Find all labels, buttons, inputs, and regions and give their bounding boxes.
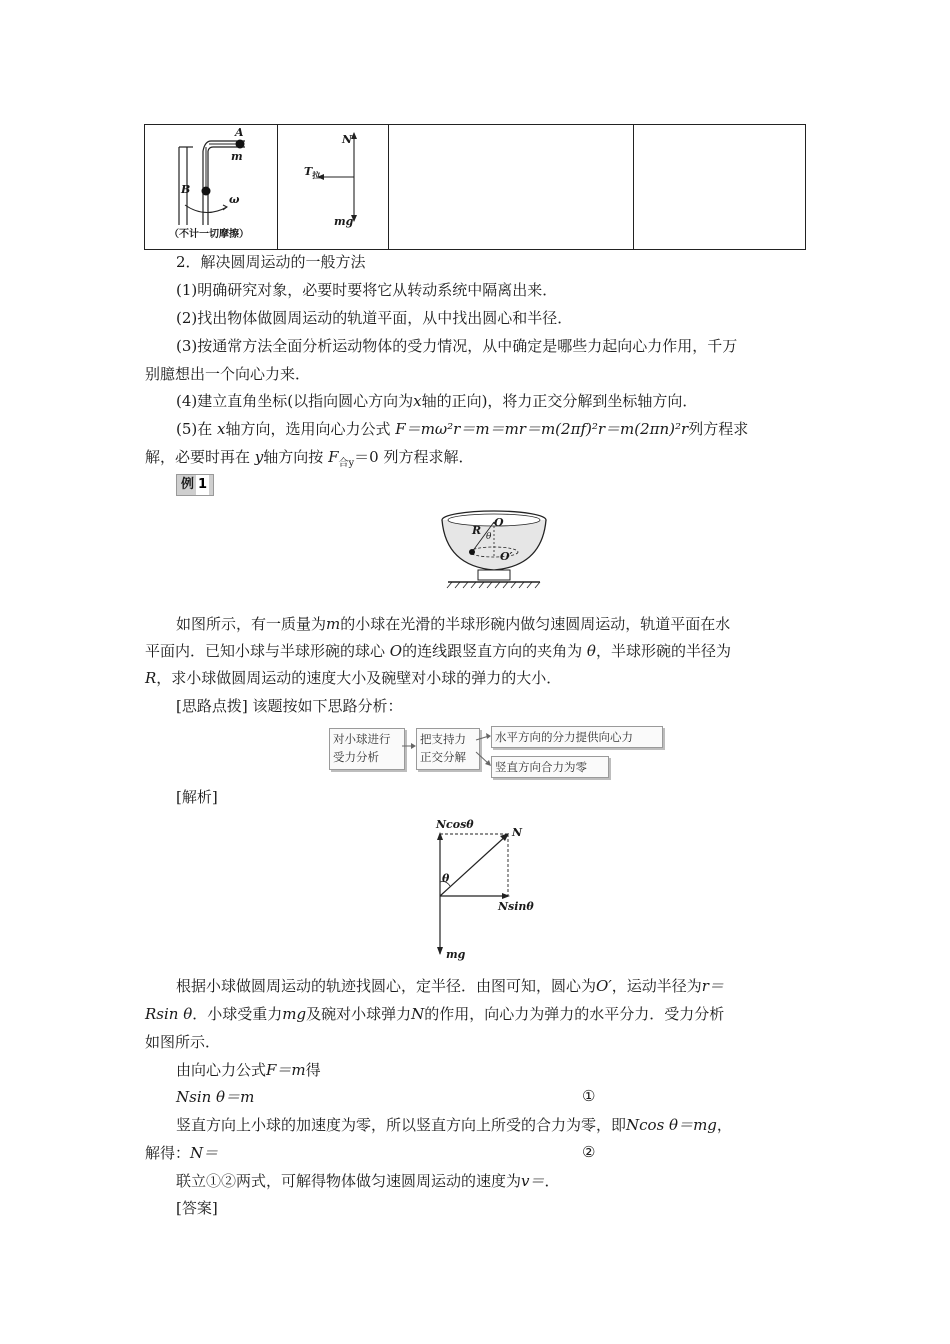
bowl-label-r: R (472, 524, 482, 537)
label-b: B (181, 183, 191, 196)
solution-line-3: 如图所示． (145, 1033, 221, 1051)
example-tag: 例 1 (176, 474, 214, 496)
solution-line-6: 竖直方向上小球的加速度为零，所以竖直方向上所受的合力为零，即Ncos θ＝mg， (176, 1116, 732, 1134)
solution-line-8: 联立①②两式，可解得物体做匀速圆周运动的速度为v＝． (176, 1172, 560, 1190)
step-3a: (3)按通常方法全面分析运动物体的受力情况，从中确定是哪些力起向心力作用，千万 (176, 337, 738, 355)
n-label: N (512, 826, 523, 839)
force-diagram-cell (278, 125, 389, 250)
bowl-label-theta: θ (486, 532, 492, 542)
force-n-label: N (342, 133, 353, 146)
mg-label: mg (446, 948, 466, 961)
force-sketch (278, 125, 388, 249)
hint-line: [思路点拨] 该题按如下思路分析： (176, 697, 403, 715)
section-title: 2．解决圆周运动的一般方法 (176, 253, 366, 271)
answer-label: [答案] (176, 1199, 218, 1217)
nsin-label: Nsinθ (498, 900, 534, 913)
solution-line-7: 解得：N＝ (145, 1144, 219, 1162)
flow-box-vertical: 竖直方向合力为零 (491, 756, 609, 778)
label-m: m (231, 150, 243, 163)
step-5b: 解，必要时再在 y轴方向按 $F_{合y}=0$ 列方程求解． (145, 448, 474, 469)
problem-line-2: 平面内．已知小球与半球形碗的球心 O的连线跟竖直方向的夹角为 θ，半球形碗的半径为 (145, 642, 731, 660)
analysis-label: [解析] (176, 788, 218, 806)
step-5a: (5)在 x轴方向，选用向心力公式 F＝mω²r＝m＝mr＝m(2πf)²r＝m(2πn)²r列方程求 (176, 420, 749, 438)
flow-box-decompose: 把支持力 正交分解 (416, 728, 480, 770)
problem-line-3: R，求小球做圆周运动的速度大小及碗壁对小球的弹力的大小． (145, 669, 562, 687)
ncos-label: Ncosθ (436, 818, 474, 831)
theta-label: θ (442, 872, 450, 885)
eq-marker-2: ② (582, 1143, 596, 1161)
flow-box-horizontal: 水平方向的分力提供向心力 (491, 726, 663, 748)
eq-marker-1: ① (582, 1087, 596, 1105)
step-2: (2)找出物体做圆周运动的轨道平面，从中找出圆心和半径． (176, 309, 573, 327)
solution-eq-1: Nsin θ＝m (176, 1088, 255, 1106)
diagram-cell (145, 125, 278, 250)
force-mg-label: mg (334, 215, 354, 228)
empty-cell-2 (634, 125, 806, 250)
flow-box-analysis: 对小球进行 受力分析 (329, 728, 405, 770)
ball-b (202, 187, 211, 196)
step-1: (1)明确研究对象，必要时要将它从转动系统中隔离出来． (176, 281, 558, 299)
label-omega: ω (229, 193, 240, 206)
step-4: (4)建立直角坐标(以指向圆心方向为x轴的正向)，将力正交分解到坐标轴方向． (176, 392, 698, 410)
bowl-label-o: O (494, 516, 504, 529)
flow-arrows (400, 726, 494, 776)
force-table (144, 124, 806, 250)
solution-line-4: 由向心力公式F＝m得 (176, 1061, 321, 1079)
label-a: A (235, 126, 244, 139)
solution-line-1: 根据小球做圆周运动的轨迹找圆心，定半径．由图可知，圆心为O′，运动半径为r＝ (176, 977, 724, 995)
bowl-label-o-prime: O′ (500, 550, 513, 563)
force-t-label: $T_拉$ (304, 165, 321, 181)
step-3b: 别臆想出一个向心力来． (145, 365, 311, 383)
problem-line-1: 如图所示，有一质量为m的小球在光滑的半球形碗内做匀速圆周运动，轨道平面在水 (176, 615, 731, 633)
force-decomposition-diagram (420, 816, 550, 966)
frictionless-caption: （不计一切摩擦） (169, 229, 249, 240)
solution-line-2: Rsin θ．小球受重力mg及碗对小球弹力N的作用，向心力为弹力的水平分力．受力分析 (145, 1005, 725, 1023)
ball-a (236, 140, 245, 149)
empty-cell-1 (389, 125, 634, 250)
